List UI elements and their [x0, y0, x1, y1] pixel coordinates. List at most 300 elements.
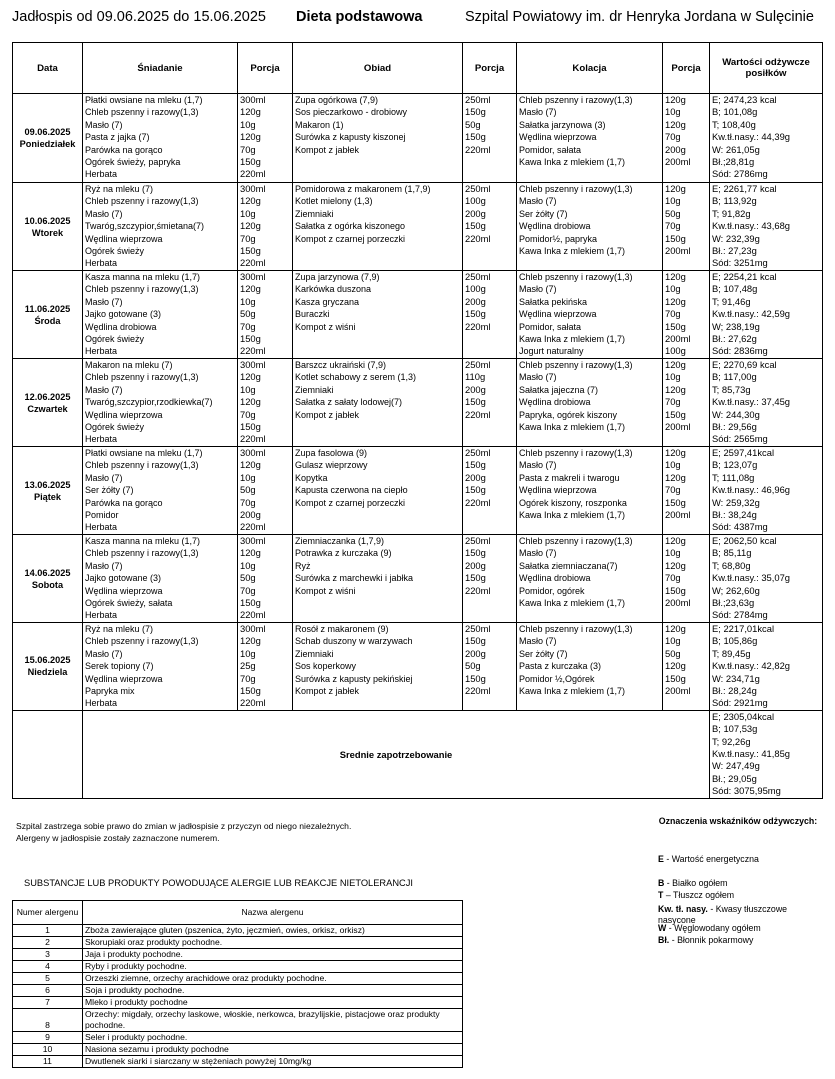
col-date: Data	[13, 43, 83, 94]
supper-portion: 10g	[665, 283, 681, 295]
lunch-portion: 200g	[465, 471, 486, 483]
breakfast-item: Ogórek świeży	[85, 333, 145, 344]
nutrition-value: Bł.: 27,62g	[712, 332, 757, 344]
breakfast-portion: 70g	[240, 584, 256, 596]
nutrition-value: Sód: 2784mg	[712, 609, 768, 621]
supper-portion: 200ml	[665, 244, 691, 256]
lunch-portion: 200g	[465, 207, 486, 219]
lunch-item: Ryż	[295, 560, 311, 571]
lunch-portion: 50g	[465, 118, 481, 130]
supper-portion: 10g	[665, 635, 681, 647]
breakfast-item: Wędlina wieprzowa	[85, 585, 163, 596]
day-date: 13.06.2025	[24, 479, 71, 490]
nutrition-value: Sód: 4387mg	[712, 521, 768, 533]
allergen-row	[13, 937, 463, 949]
breakfast-portion: 300ml	[240, 535, 266, 546]
allergen-name-header: Nazwa alergenu	[83, 901, 463, 925]
allergen-name: Dwutlenek siarki i siarczany w stężeniach powyżej 10mg/kg	[83, 1056, 463, 1068]
breakfast-portions-cell	[238, 94, 293, 183]
day-weekday: Środa	[34, 315, 61, 326]
breakfast-portion: 70g	[240, 232, 256, 244]
breakfast-item: Wędlina wieprzowa	[85, 233, 163, 244]
allergen-row	[13, 949, 463, 961]
lunch-portions-cell	[463, 271, 517, 359]
supper-item: Pasta z kurczaka (3)	[519, 661, 602, 672]
supper-portion: 150g	[665, 320, 686, 332]
supper-item: Pomidor½, papryka	[519, 233, 598, 244]
lunch-portion: 220ml	[465, 320, 491, 332]
lunch-portion: 150g	[465, 547, 486, 559]
nutrition-value: Sód: 2921mg	[712, 697, 768, 709]
legend-text: - Białko ogółem	[664, 878, 728, 888]
supper-item: Chleb pszenny i razowy(1,3)	[519, 184, 633, 194]
supper-item: Pomidor, sałata	[519, 144, 582, 155]
supper-item: Papryka, ogórek kiszony	[519, 409, 618, 420]
breakfast-cell	[83, 94, 238, 183]
breakfast-portion: 220ml	[240, 433, 266, 445]
breakfast-portion: 120g	[240, 635, 261, 647]
day-date-cell	[13, 447, 83, 535]
supper-portion: 150g	[665, 584, 686, 596]
nutrition-value: T; 68,80g	[712, 559, 751, 571]
supper-item: Chleb pszenny i razowy(1,3)	[519, 624, 633, 634]
breakfast-portion: 10g	[240, 118, 256, 130]
supper-item: Sałatka pekińska	[519, 296, 588, 307]
breakfast-item: Chleb pszenny i razowy(1,3)	[85, 196, 199, 207]
day-date-cell	[13, 271, 83, 359]
nutrition-value: W: 232,39g	[712, 232, 760, 244]
nutrition-value: Bł.: 38,24g	[712, 508, 757, 520]
allergen-row	[13, 997, 463, 1009]
breakfast-portion: 120g	[240, 396, 261, 408]
nutrition-value: Kw.tł.nasy.: 43,68g	[712, 220, 790, 232]
allergen-number: 1	[13, 925, 83, 937]
lunch-item: Rosół z makaronem (9)	[295, 624, 389, 634]
breakfast-cell	[83, 535, 238, 623]
lunch-portion: 150g	[465, 484, 486, 496]
nutrition-value: Bł.: 29,56g	[712, 420, 757, 432]
supper-portion: 10g	[665, 547, 681, 559]
supper-portion: 120g	[665, 660, 686, 672]
breakfast-portion: 70g	[240, 408, 256, 420]
average-nutrition-value: T; 92,26g	[712, 735, 751, 747]
supper-portion: 70g	[665, 484, 681, 496]
lunch-item: Surówka z kapusty pekińskiej	[295, 673, 413, 684]
breakfast-item: Jajko gotowane (3)	[85, 573, 162, 584]
nutrition-value: W: 261,05g	[712, 143, 760, 155]
day-date: 12.06.2025	[24, 391, 71, 402]
col-breakfast-portion: Porcja	[238, 43, 293, 94]
supper-item: Jogurt naturalny	[519, 346, 584, 357]
supper-portion: 120g	[665, 183, 686, 194]
supper-portion: 200g	[665, 143, 686, 155]
breakfast-portion: 150g	[240, 684, 261, 696]
breakfast-portion: 300ml	[240, 271, 266, 282]
nutrition-value: W: 244,30g	[712, 408, 760, 420]
supper-portion: 70g	[665, 220, 681, 232]
nutrition-value: T; 85,73g	[712, 383, 751, 395]
allergen-name: Orzeszki ziemne, orzechy arachidowe oraz produkty pochodne.	[83, 973, 463, 985]
lunch-portion: 200g	[465, 647, 486, 659]
lunch-portion: 250ml	[465, 359, 491, 370]
nutrition-value: T; 89,45g	[712, 647, 751, 659]
breakfast-portion: 150g	[240, 596, 261, 608]
allergen-row	[13, 1044, 463, 1056]
breakfast-portion: 10g	[240, 383, 256, 395]
lunch-cell	[293, 535, 463, 623]
breakfast-item: Chleb pszenny i razowy(1,3)	[85, 372, 199, 383]
lunch-portion: 250ml	[465, 271, 491, 282]
legend-text: - Wartość energetyczna	[663, 854, 759, 864]
average-nutrition-value: E; 2305,04kcal	[712, 710, 775, 722]
supper-portion: 120g	[665, 623, 686, 634]
supper-item: Pasta z makreli i twarogu	[519, 472, 620, 483]
allergen-number: 2	[13, 937, 83, 949]
lunch-item: Sos koperkowy	[295, 661, 357, 672]
breakfast-portion: 70g	[240, 143, 256, 155]
legend-item	[658, 854, 818, 865]
lunch-item: Kopytka	[295, 472, 328, 483]
breakfast-item: Herbata	[85, 346, 118, 357]
breakfast-portion: 150g	[240, 244, 261, 256]
nutrition-value: Kw.tł.nasy.: 42,59g	[712, 308, 790, 320]
lunch-cell	[293, 359, 463, 447]
breakfast-portions-cell	[238, 271, 293, 359]
supper-portion: 120g	[665, 359, 686, 370]
col-lunch: Obiad	[293, 43, 463, 94]
lunch-item: Kasza gryczana	[295, 296, 360, 307]
lunch-portion: 220ml	[465, 143, 491, 155]
day-date: 11.06.2025	[24, 303, 71, 314]
breakfast-item: Chleb pszenny i razowy(1,3)	[85, 636, 199, 647]
day-date: 10.06.2025	[24, 215, 71, 226]
average-nutrition-value: Kw.tł.nasy.: 41,85g	[712, 747, 790, 759]
breakfast-portion: 50g	[240, 572, 256, 584]
allergen-name: Mleko i produkty pochodne	[83, 997, 463, 1009]
breakfast-portion: 200g	[240, 508, 261, 520]
supper-item: Kawa Inka z mlekiem (1,7)	[519, 685, 626, 696]
lunch-item: Kompot z czarnej porzeczki	[295, 497, 406, 508]
supper-portion: 200ml	[665, 155, 691, 167]
supper-portion: 120g	[665, 447, 686, 458]
supper-portions-cell	[663, 623, 710, 711]
nutrition-value: W; 262,60g	[712, 584, 760, 596]
lunch-item: Ziemniaki	[295, 384, 334, 395]
breakfast-portion: 50g	[240, 308, 256, 320]
supper-portions-cell	[663, 94, 710, 183]
nutrition-cell	[710, 94, 823, 183]
breakfast-cell	[83, 623, 238, 711]
breakfast-item: Ogórek świeży, sałata	[85, 597, 173, 608]
supper-item: Masło (7)	[519, 548, 557, 559]
breakfast-portion: 220ml	[240, 697, 266, 709]
nutrition-value: E; 2254,21 kcal	[712, 271, 777, 282]
col-supper-portion: Porcja	[663, 43, 710, 94]
supper-cell	[517, 447, 663, 535]
breakfast-item: Wędlina wieprzowa	[85, 673, 163, 684]
lunch-item: Zupa ogórkowa (7,9)	[295, 95, 379, 105]
day-weekday: Czwartek	[27, 403, 68, 414]
breakfast-portion: 220ml	[240, 345, 266, 357]
lunch-item: Ziemniaczanka (1,7,9)	[295, 536, 385, 546]
breakfast-item: Twaróg,szczypior,śmietana(7)	[85, 221, 205, 232]
breakfast-item: Ogórek świeży	[85, 421, 145, 432]
breakfast-item: Papryka mix	[85, 685, 135, 696]
lunch-item: Kompot z wiśni	[295, 585, 356, 596]
breakfast-portion: 150g	[240, 155, 261, 167]
supper-portion: 50g	[665, 207, 681, 219]
supper-item: Sałatka ziemniaczana(7)	[519, 560, 618, 571]
breakfast-portion: 120g	[240, 131, 261, 143]
average-nutrition-value: W: 247,49g	[712, 760, 760, 772]
nutrition-value: W: 234,71g	[712, 672, 760, 684]
nutrition-value: E; 2261,77 kcal	[712, 183, 777, 194]
lunch-item: Surówka z marchewki i jabłka	[295, 573, 414, 584]
lunch-cell	[293, 94, 463, 183]
day-date-cell	[13, 183, 83, 271]
average-label: Srednie zapotrzebowanie	[83, 710, 710, 798]
day-weekday: Wtorek	[31, 227, 64, 238]
breakfast-item: Masło (7)	[85, 208, 123, 219]
breakfast-item: Masło (7)	[85, 560, 123, 571]
legend-item	[658, 935, 818, 946]
lunch-portion: 220ml	[465, 584, 491, 596]
allergen-number: 8	[13, 1009, 83, 1032]
average-nutrition-value: Sód: 3075,95mg	[712, 785, 781, 797]
supper-cell	[517, 359, 663, 447]
allergen-row	[13, 973, 463, 985]
supper-item: Wędlina wieprzowa	[519, 132, 597, 143]
legend-item	[658, 890, 818, 901]
supper-item: Chleb pszenny i razowy(1,3)	[519, 448, 633, 458]
lunch-portion: 250ml	[465, 94, 491, 105]
breakfast-item: Herbata	[85, 169, 118, 180]
allergen-name: Seler i produkty pochodne.	[83, 1032, 463, 1044]
menu-period-title: Jadłospis od 09.06.2025 do 15.06.2025	[12, 9, 266, 25]
lunch-item: Zupa fasolowa (9)	[295, 448, 368, 458]
allergen-number: 5	[13, 973, 83, 985]
supper-item: Pomidor ½,Ogórek	[519, 673, 595, 684]
breakfast-portions-cell	[238, 535, 293, 623]
nutrition-value: B; 113,92g	[712, 195, 757, 207]
breakfast-portion: 120g	[240, 459, 261, 471]
nutrition-value: Kw.tł.nasy.: 44,39g	[712, 131, 790, 143]
lunch-portion: 220ml	[465, 496, 491, 508]
supper-portion: 200ml	[665, 332, 691, 344]
nutrition-cell	[710, 183, 823, 271]
allergen-row	[13, 1032, 463, 1044]
supper-cell	[517, 535, 663, 623]
lunch-item: Buraczki	[295, 309, 330, 320]
nutrition-value: B; 105,86g	[712, 635, 758, 647]
lunch-portion: 200g	[465, 383, 486, 395]
breakfast-item: Masło (7)	[85, 384, 123, 395]
legend-text: – Tłuszcz ogółem	[663, 890, 735, 900]
breakfast-item: Pasta z jajka (7)	[85, 132, 150, 143]
supper-portion: 120g	[665, 94, 686, 105]
supper-portion: 120g	[665, 559, 686, 571]
breakfast-item: Ser żółty (7)	[85, 485, 134, 496]
lunch-portion: 150g	[465, 459, 486, 471]
allergen-note: Alergeny w jadłospisie zostały zaznaczone numerem.	[16, 833, 220, 843]
lunch-portion: 100g	[465, 283, 486, 295]
supper-item: Masło (7)	[519, 372, 557, 383]
day-weekday: Piątek	[33, 491, 62, 502]
lunch-portions-cell	[463, 359, 517, 447]
lunch-item: Kompot z jabłek	[295, 144, 360, 155]
supper-item: Wędlina drobiowa	[519, 397, 591, 408]
breakfast-portion: 10g	[240, 295, 256, 307]
legend-item	[658, 923, 818, 934]
average-nutrition-cell	[710, 710, 823, 798]
breakfast-item: Herbata	[85, 434, 118, 445]
day-date-cell	[13, 359, 83, 447]
supper-portions-cell	[663, 447, 710, 535]
allergen-number: 10	[13, 1044, 83, 1056]
lunch-portions-cell	[463, 535, 517, 623]
lunch-item: Pomidorowa z makaronem (1,7,9)	[295, 184, 431, 194]
day-date-cell	[13, 94, 83, 183]
supper-item: Wędlina wieprzowa	[519, 485, 597, 496]
lunch-portion: 150g	[465, 220, 486, 232]
lunch-portion: 150g	[465, 308, 486, 320]
allergen-row	[13, 925, 463, 937]
allergen-row	[13, 1009, 463, 1032]
menu-header-row	[13, 43, 823, 94]
supper-portion: 150g	[665, 408, 686, 420]
lunch-item: Surówka z kapusty kiszonej	[295, 132, 406, 143]
nutrition-cell	[710, 623, 823, 711]
day-row	[13, 94, 823, 183]
nutrition-value: Sód: 3251mg	[712, 257, 768, 269]
nutrition-value: E; 2270,69 kcal	[712, 359, 777, 370]
day-weekday: Niedziela	[27, 667, 68, 678]
breakfast-item: Ryż na mleku (7)	[85, 624, 154, 634]
supper-portions-cell	[663, 183, 710, 271]
allergen-name: Orzechy: migdały, orzechy laskowe, włoskie, nerkowca, brazylijskie, pistacjowe oraz produkty pochodne.	[83, 1009, 463, 1032]
nutrition-value: Sód: 2786mg	[712, 168, 768, 180]
breakfast-item: Chleb pszenny i razowy(1,3)	[85, 107, 199, 118]
supper-item: Wędlina drobiowa	[519, 573, 591, 584]
supper-item: Ser żółty (7)	[519, 648, 568, 659]
lunch-portion: 150g	[465, 672, 486, 684]
lunch-item: Kotlet schabowy z serem (1,3)	[295, 372, 417, 383]
average-nutrition-value: Bł.; 29,05g	[712, 772, 757, 784]
supper-item: Kawa Inka z mlekiem (1,7)	[519, 245, 626, 256]
nutrition-value: Bł.;28,81g	[712, 155, 755, 167]
col-supper: Kolacja	[517, 43, 663, 94]
supper-portion: 70g	[665, 308, 681, 320]
legend-key: T	[658, 890, 664, 900]
nutrition-value: Kw.tł.nasy.: 37,45g	[712, 396, 790, 408]
supper-portion: 70g	[665, 396, 681, 408]
lunch-portion: 220ml	[465, 408, 491, 420]
average-nutrition-value: B; 107,53g	[712, 723, 758, 735]
breakfast-item: Herbata	[85, 258, 118, 269]
supper-portion: 150g	[665, 496, 686, 508]
breakfast-portion: 70g	[240, 320, 256, 332]
supper-item: Kawa Inka z mlekiem (1,7)	[519, 333, 626, 344]
supper-portion: 120g	[665, 471, 686, 483]
col-breakfast: Śniadanie	[83, 43, 238, 94]
breakfast-item: Serek topiony (7)	[85, 661, 154, 672]
allergen-name: Jaja i produkty pochodne.	[83, 949, 463, 961]
supper-cell	[517, 94, 663, 183]
supper-item: Wędlina drobiowa	[519, 221, 591, 232]
supper-item: Masło (7)	[519, 196, 557, 207]
lunch-cell	[293, 447, 463, 535]
nutrition-value: Kw.tł.nasy.: 46,96g	[712, 484, 790, 496]
breakfast-item: Płatki owsiane na mleku (1,7)	[85, 95, 203, 105]
allergen-number: 4	[13, 961, 83, 973]
allergen-row	[13, 985, 463, 997]
lunch-portion: 100g	[465, 195, 486, 207]
day-row	[13, 359, 823, 447]
legend-text: - Kwasy tłuszczowe nasycone	[658, 904, 788, 925]
supper-item: Pomidor, sałata	[519, 321, 582, 332]
lunch-portions-cell	[463, 183, 517, 271]
lunch-portion: 50g	[465, 660, 481, 672]
legend-text: - Błonnik pokarmowy	[669, 935, 754, 945]
lunch-portion: 150g	[465, 635, 486, 647]
lunch-item: Zupa jarzynowa (7,9)	[295, 272, 380, 282]
breakfast-item: Parówka na gorąco	[85, 497, 163, 508]
supper-portion: 70g	[665, 131, 681, 143]
breakfast-portions-cell	[238, 183, 293, 271]
legend-text: - Węglowodany ogółem	[666, 923, 761, 933]
breakfast-portion: 220ml	[240, 257, 266, 269]
supper-item: Chleb pszenny i razowy(1,3)	[519, 272, 633, 282]
day-date: 09.06.2025	[24, 127, 71, 137]
col-lunch-portion: Porcja	[463, 43, 517, 94]
allergen-number: 9	[13, 1032, 83, 1044]
breakfast-item: Masło (7)	[85, 296, 123, 307]
lunch-portions-cell	[463, 623, 517, 711]
nutrition-value: Bł.: 27,23g	[712, 244, 757, 256]
breakfast-portion: 10g	[240, 559, 256, 571]
breakfast-item: Płatki owsiane na mleku (1,7)	[85, 448, 203, 458]
lunch-item: Sos pieczarkowo - drobiowy	[295, 107, 408, 118]
lunch-cell	[293, 271, 463, 359]
lunch-item: Kapusta czerwona na ciepło	[295, 485, 408, 496]
breakfast-portion: 120g	[240, 547, 261, 559]
allergen-number: 11	[13, 1056, 83, 1068]
col-nutrition: Wartości odżywcze posiłków	[710, 43, 823, 94]
nutrition-value: E; 2217,01kcal	[712, 623, 775, 634]
legend-key: Kw. tł. nasy.	[658, 904, 708, 914]
supper-portion: 70g	[665, 572, 681, 584]
supper-portions-cell	[663, 359, 710, 447]
lunch-cell	[293, 623, 463, 711]
supper-portion: 120g	[665, 295, 686, 307]
legend-key: W	[658, 923, 667, 933]
breakfast-portion: 150g	[240, 332, 261, 344]
allergen-name: Zboża zawierające gluten (pszenica, żyto, jęczmień, owies, orkisz, orkisz)	[83, 925, 463, 937]
breakfast-portion: 300ml	[240, 447, 266, 458]
lunch-item: Kompot z wiśni	[295, 321, 356, 332]
supper-item: Chleb pszenny i razowy(1,3)	[519, 360, 633, 370]
breakfast-portion: 300ml	[240, 94, 266, 105]
allergen-row	[13, 961, 463, 973]
lunch-portion: 250ml	[465, 535, 491, 546]
nutrition-value: W: 259,32g	[712, 496, 760, 508]
breakfast-item: Chleb pszenny i razowy(1,3)	[85, 548, 199, 559]
allergen-number: 3	[13, 949, 83, 961]
breakfast-item: Wędlina wieprzowa	[85, 409, 163, 420]
supper-item: Kawa Inka z mlekiem (1,7)	[519, 597, 626, 608]
supper-item: Ser żółty (7)	[519, 208, 568, 219]
supper-portion: 200ml	[665, 508, 691, 520]
